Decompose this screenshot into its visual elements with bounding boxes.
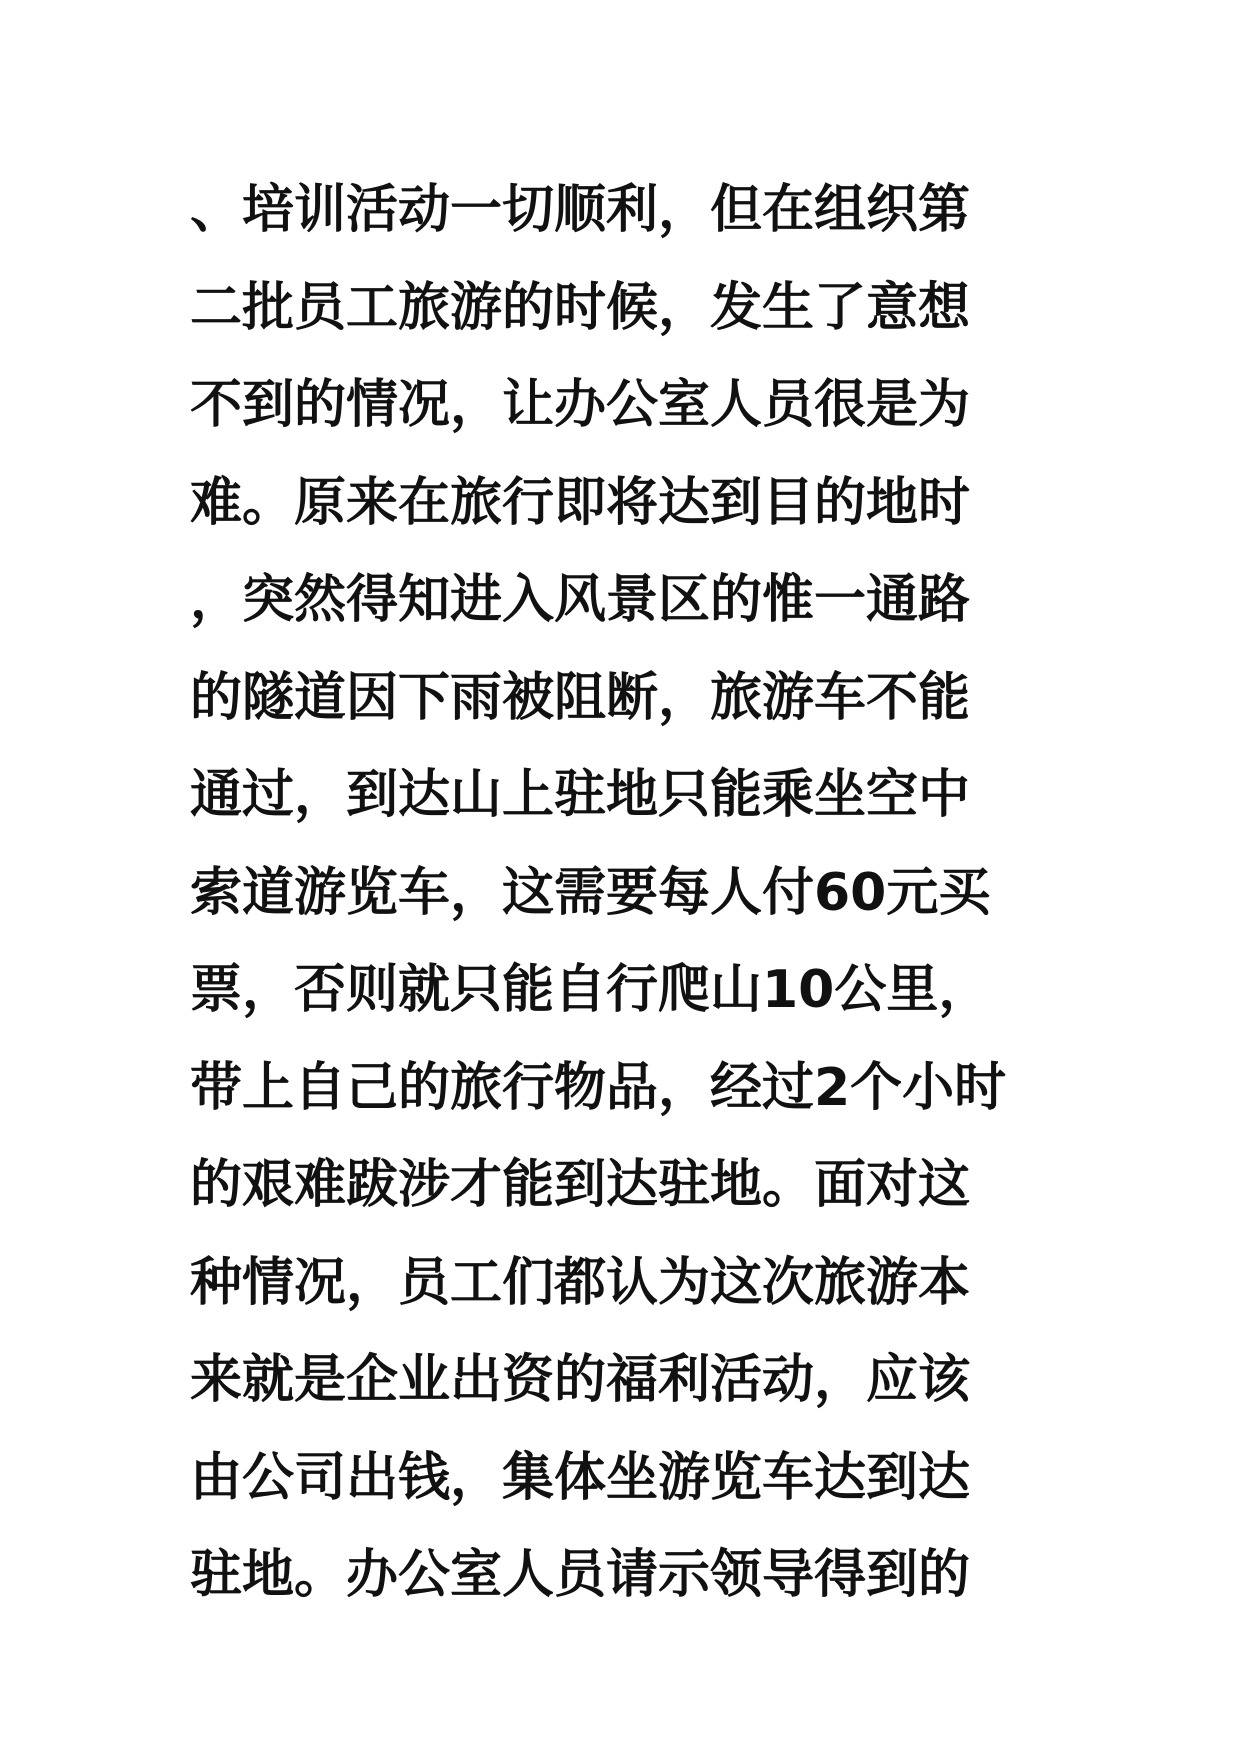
text-line: 由公司出钱，集体坐游览车达到达: [190, 1447, 971, 1508]
text-line: 驻地。办公室人员请示领导得到的: [190, 1545, 971, 1605]
text-line: 不到的情况，让办公室人员很是为: [190, 375, 971, 435]
text-line: 的艰难跋涉才能到达驻地。面对这: [190, 1155, 971, 1215]
text-line: 票，否则就只能自行爬山10公里，: [190, 960, 991, 1020]
body-text: [190, 162, 1050, 1625]
text-line: 二批员工旅游的时候，发生了意想: [190, 277, 971, 338]
text-line: 的隧道因下雨被阻断，旅游车不能: [190, 667, 971, 728]
text-line: 、培训活动一切顺利，但在组织第: [190, 180, 971, 240]
text-line: ，突然得知进入风景区的惟一通路: [190, 570, 971, 630]
text-line: 种情况，员工们都认为这次旅游本: [190, 1252, 971, 1313]
text-line: 索道游览车，这需要每人付60元买: [190, 862, 991, 923]
text-line: 带上自己的旅行物品，经过2个小时: [190, 1057, 1007, 1118]
text-line: 难。原来在旅行即将达到目的地时: [190, 472, 971, 533]
text-line: 来就是企业出资的福利活动，应该: [190, 1350, 971, 1410]
text-line: 通过，到达山上驻地只能乘坐空中: [190, 765, 971, 825]
